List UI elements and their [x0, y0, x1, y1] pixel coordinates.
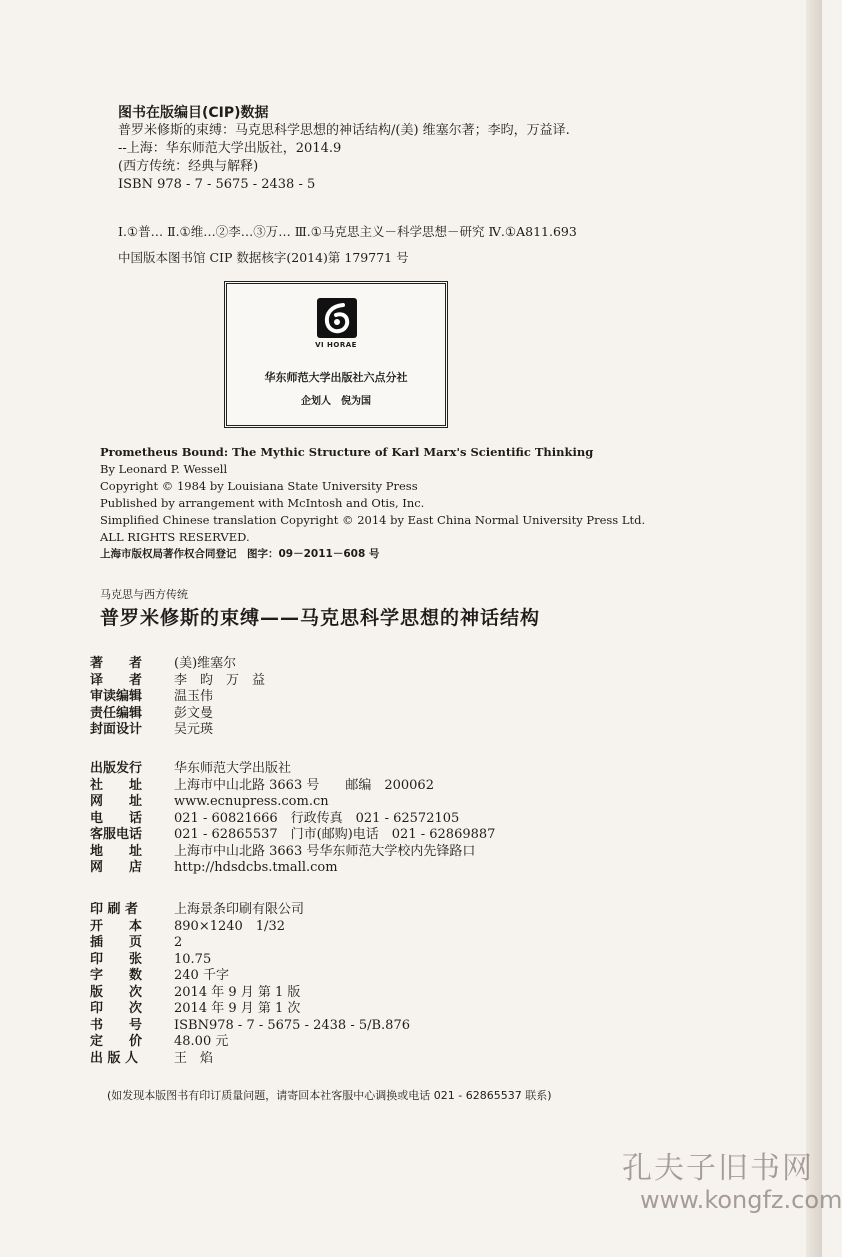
credit-row: 译 者 李 昀 万 益 [90, 672, 266, 688]
publisher-row: 客服电话 021 - 62865537 门市(邮购)电话 021 - 62869887 [90, 827, 496, 842]
printing-row: 出 版 人 王 焰 [90, 1050, 214, 1066]
english-arrangement: Published by arrangement with McIntosh and Otis, Inc. [100, 496, 425, 510]
printing-row: 书 号 ISBN978 - 7 - 5675 - 2438 - 5/B.876 [90, 1017, 410, 1033]
page-edge [806, 0, 822, 1257]
printing-row: 版 次 2014 年 9 月 第 1 版 [90, 984, 301, 1000]
cip-heading: 图书在版编目(CIP)数据 [118, 105, 269, 121]
publisher-row: 社 址 上海市中山北路 3663 号 邮编 200062 [90, 777, 434, 793]
english-copyright: Copyright © 1984 by Louisiana State University Press [100, 479, 418, 493]
publisher-row: 电 话 021 - 60821666 行政传真 021 - 62572105 [90, 810, 460, 826]
printing-row: 印 刷 者 上海景条印刷有限公司 [90, 902, 305, 917]
credits-block [90, 656, 265, 739]
credit-row: 审读编辑 温玉伟 [90, 689, 214, 704]
cip-classification: Ⅰ.①普… Ⅱ.①维…②李…③万… Ⅲ.①马克思主义－科学思想－研究 Ⅳ.①A811.693 [118, 224, 577, 239]
cip-line: --上海：华东师范大学出版社，2014.9 [118, 141, 342, 156]
publisher-logo-box [224, 281, 448, 428]
english-rights: ALL RIGHTS RESERVED. [100, 530, 250, 544]
planner: 企划人 倪为国 [301, 396, 371, 407]
copyright-registration: 上海市版权局著作权合同登记 图字：09－2011－608 号 [100, 548, 380, 560]
watermark-text: 孔夫子旧书网 [622, 1151, 814, 1186]
cip-line: ISBN 978 - 7 - 5675 - 2438 - 5 [118, 177, 316, 192]
cip-block [118, 104, 570, 194]
english-copyright-block [100, 444, 645, 563]
publisher-row: 地 址 上海市中山北路 3663 号华东师范大学校内先锋路口 [90, 843, 476, 859]
series-name: 马克思与西方传统 [100, 588, 188, 601]
publisher-block [90, 761, 495, 877]
publisher-row: 网 店 http://hdsdcbs.tmall.com [90, 860, 338, 875]
cip-line: (西方传统：经典与解释) [118, 159, 259, 174]
printing-row: 印 次 2014 年 9 月 第 1 次 [90, 1001, 301, 1016]
english-author: By Leonard P. Wessell [100, 462, 228, 476]
printing-row: 插 页 2 [90, 935, 183, 950]
credit-row: 封面设计 吴元瑛 [90, 722, 214, 737]
printing-row: 印 张 10.75 [90, 951, 212, 967]
cip-line: 普罗米修斯的束缚：马克思科学思想的神话结构/(美) 维塞尔著；李昀，万益译. [118, 123, 570, 138]
credit-row: 著 者 (美)维塞尔 [90, 656, 237, 671]
english-title: Prometheus Bound: The Mythic Structure of Karl Marx's Scientific Thinking [100, 445, 594, 459]
publisher-logo-icon [317, 298, 357, 338]
logo-subtext: VI HORAE [315, 341, 357, 349]
credit-row: 责任编辑 彭文曼 [90, 705, 214, 721]
printing-block [90, 902, 410, 1067]
publisher-branch: 华东师范大学出版社六点分社 [264, 371, 408, 384]
quality-note: (如发现本版图书有印订质量问题，请寄回本社客服中心调换或电话 021 - 62865537 联系) [107, 1089, 552, 1102]
printing-row: 开 本 890×1240 1/32 [90, 918, 285, 934]
publisher-row: 出版发行 华东师范大学出版社 [90, 761, 292, 776]
printing-row: 字 数 240 千字 [90, 968, 229, 983]
english-translation: Simplified Chinese translation Copyright © 2014 by East China Normal University Press Ltd. [100, 513, 646, 527]
publisher-row: 网 址 www.ecnupress.com.cn [90, 794, 329, 809]
book-title: 普罗米修斯的束缚——马克思科学思想的神话结构 [100, 607, 541, 629]
printing-row: 定 价 48.00 元 [90, 1034, 229, 1049]
cip-number: 中国版本图书馆 CIP 数据核字(2014)第 179771 号 [118, 250, 409, 265]
watermark-url: www.kongfz.com [640, 1186, 842, 1214]
